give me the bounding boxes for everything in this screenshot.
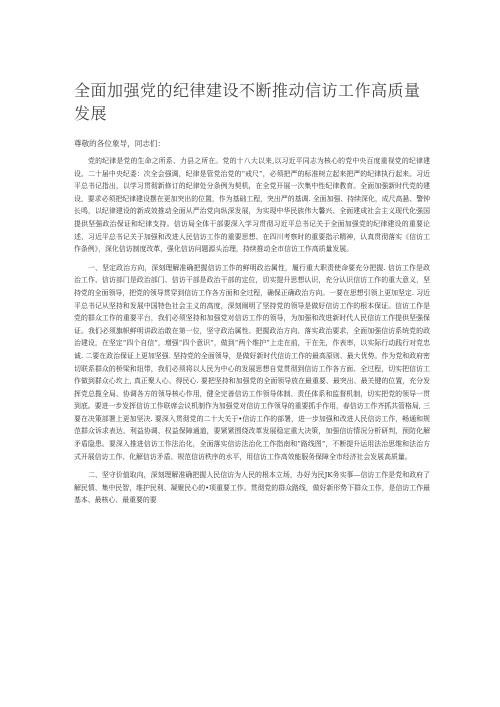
document-title: 全面加强党的纪律建设不断推动信访工作高质量发展 [74,81,421,123]
paragraph-intro: 党的纪律是党的生命之所系、力县之所在。党的十八大以来,以习近平同志为核心的党中央百度重视党的纪律建设。二十届中央纪委：次全会强调，纪律是管党治党的“戒尺”，必须把严的标准树立起来把严的纪律执行起来。习近平总书记指出，以学习贯彻新修订的纪律处分条例为契机，在全党开展一次集中性纪律教育。全面加强新时代党的建设，要求必须把纪律建设摆在更加突出的位置，作为基础工程，突出严的基调. 全面加强、持续深化，成尺高悬、警钟长鸣，以纪律建设的新成效推动全面从严治党向纵深发展，为实现中华民族伟大馨兴、全面建成社会主义现代化强国提供坚强政治保证和纪律支持。信访局全体干部要深入学习贯彻习近平总书记关于全面加强党的纪律建设的重要论述、习近平总书记关于加强和改进人民信访工作的重要思想、在四川考察时的重要指示精神，认真贯彻落实《信访工作条例》，深化信访制度改革，强化信访问题源头治理，持续推动全市信访工作高质量发展。 [74,157,430,254]
greeting: 尊敬的各位象导，同志们： [74,139,166,148]
paragraph-section-1: 一、坚定政治方向，深刻理解准确把握信访工作的鲜明政治属性，履行重大职责使命要充分把握. 信访工作是政治工作、信访部门是政治部门、信访干部是政治干部的定位，切实提升思想认识，充分认识信访工作的重大意义，坚持党的全面领导，把党的领导贯穿到信访工作各方面和全过程，确保正确政治方向。一要在思想引领上更加坚定. 习近平总书记从坚持和发展中国特色社会主义的高度，深刻阐明了坚持党的领导是做好信访工作的根本保证。信访工作是党的群众工作的重要平台，我们必须坚持和加强党对信访工作的领导，为加强和改进新时代人民信访工作提供坚强保证。我们必须旗帜鲜明讲政治敢在第一位，坚守政治属性、把握政治方向、落实政治要求，全面加强信访系统党的政治建设，在坚定“四个自信”，增强“四个意识”，做到“两个维护”上走在前，干在先，作表率，以实际行动践行对党忠诚. 二要在政治保证上更加坚强. 坚持党的全面领导，是做好新时代信访工作的最高原则、最大优势。作为党和政府密切联系群众的桥梁和纽带，我们必须将以人民为中心的发展思想自觉贯彻到信访工作各方面、全过程，切实把信访工作做到群众心坎上, 真正聚人心、得民心. 要把坚持和加强党的全面领导放在最重要、最突出、最关键的位置，充分发挥党总揽全局、协调各方的领导核心作用，健全完善信访工作领导体制、责任体系和监督机制，切实把党的领导一贯到底。要进一步发挥信访工作联席会议机制作为加强党对信访工作领导的重要抓手作用，春信访工作齐抓共管格局, 三要在决策部署上更加坚决. 要深入贯彻党的二十大关于•信访工作的部署，进一步加强和改进人民信访工作，畅通和规范群众诉求表达、利益协调、权益保障通道，要紧紧围绕改革发展稳定重大决策，加强信访情况分析研判，预防化解矛盾隐患。要深入推进信访工作法治化，全面落实信访法治化工作指南和“路线图”，不断提升运用法治思维和法治方式开展信访工作、化解信访矛盾、规范信访秩序的水平，用信访工作高效能服务保障全市经济社会发展高质量。 [74,263,430,461]
document-body [74,138,430,507]
paragraph-section-2: 二、坚守价值取向，深刻理解准确把握人民信访为人民的根本立场，办好为民JK务实事—信访工作是党和政府了解民情、集中民智，维护民利、凝聚民心的•项重要工作。贯彻党的群众路线，做好新形势下群众工作，是信访工作最基本、最核心、最重要的要 [74,471,430,505]
